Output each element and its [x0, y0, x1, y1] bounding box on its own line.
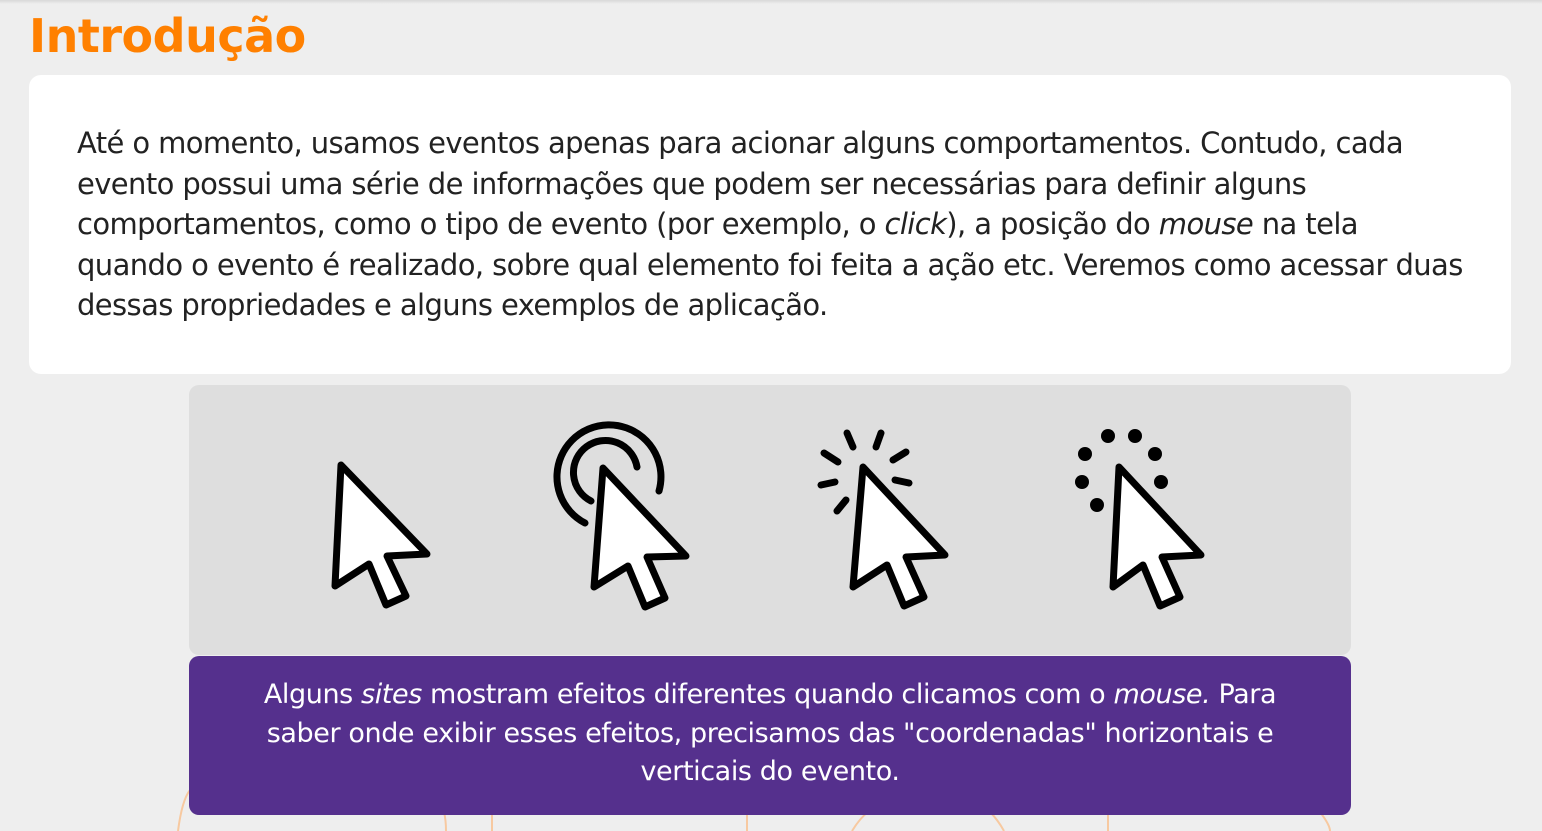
emphasis-mouse: mouse — [1158, 207, 1254, 241]
emphasis-sites: sites — [361, 679, 422, 710]
cursor-illustration — [189, 385, 1351, 655]
page-title: Introdução — [29, 9, 306, 63]
caption-text: Alguns sites mostram efeitos diferentes quando clicamos com o mouse. Para saber onde exibir esses efeitos, precisamos das "coordenadas" horizontais e verticais do evento. — [263, 679, 1277, 787]
cursor-click-burst-icon — [811, 425, 961, 615]
cursor-click-dots-icon — [1069, 425, 1219, 615]
emphasis-click: click — [884, 207, 947, 241]
cursor-click-ripple-icon — [547, 415, 697, 615]
cursor-arrow-icon — [329, 460, 439, 615]
intro-card — [29, 75, 1511, 374]
emphasis-mouse-caption: mouse. — [1113, 679, 1211, 710]
intro-paragraph: Até o momento, usamos eventos apenas para acionar alguns comportamentos. Contudo, cada evento possui uma série de informações que podem ser necessárias para definir alguns comportamentos, como o tipo de evento (por exemplo, o click), a posição do mouse na tela quando o evento é realizado, sobre qual elemento foi feita a ação etc. Veremos como acessar duas dessas propriedades e alguns exemplos de aplicação. — [77, 126, 1463, 322]
top-shadow-divider — [0, 0, 1542, 4]
figure-caption — [189, 656, 1351, 815]
